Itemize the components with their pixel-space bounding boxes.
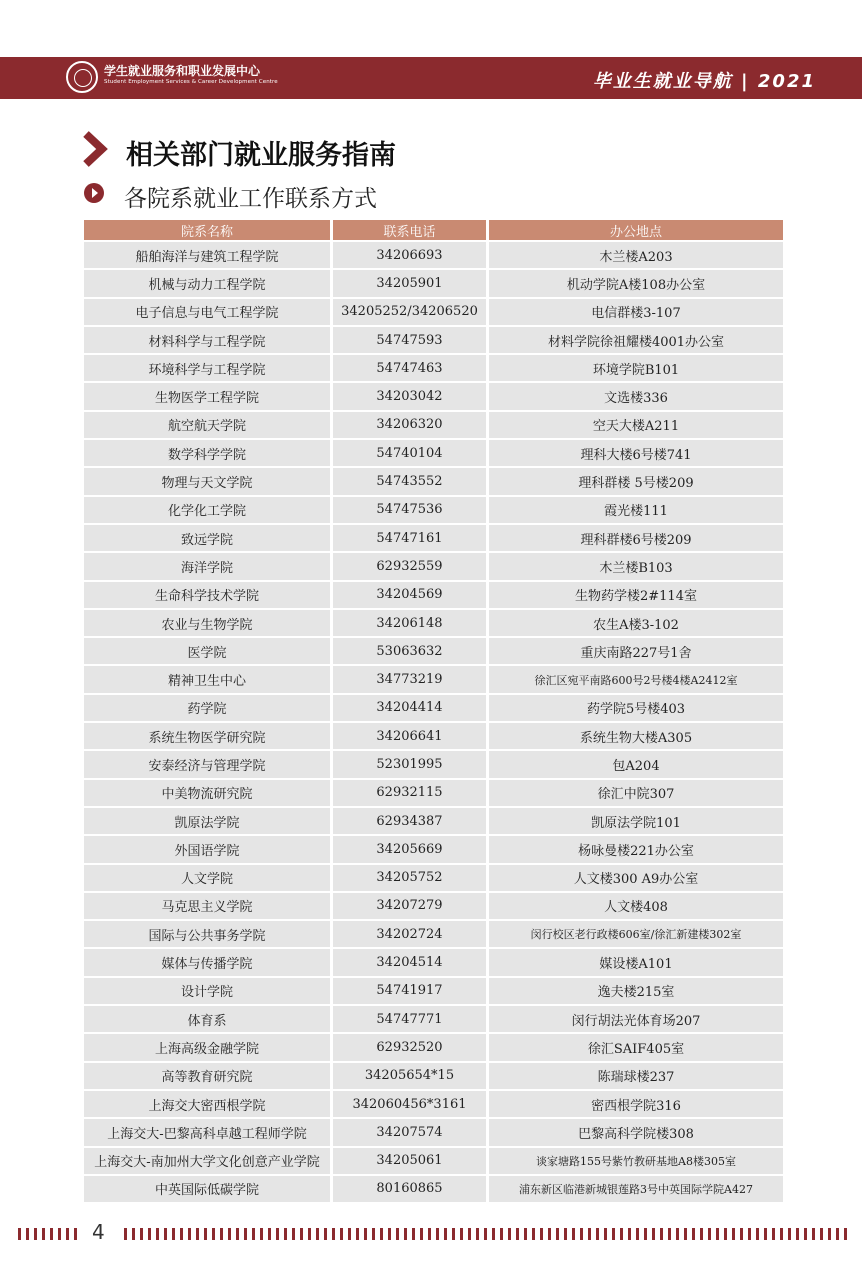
- cell-office: 包A204: [489, 751, 783, 777]
- cell-dept: 人文学院: [84, 865, 330, 891]
- play-bullet-icon: [84, 183, 104, 203]
- table-row: [84, 610, 783, 636]
- table-row: [84, 865, 783, 891]
- cell-dept: 上海高级金融学院: [84, 1034, 330, 1060]
- cell-dept: 药学院: [84, 695, 330, 721]
- cell-office: 杨咏曼楼221办公室: [489, 836, 783, 862]
- table-row: [84, 270, 783, 296]
- cell-office: 徐汇中院307: [489, 780, 783, 806]
- table-row: [84, 1119, 783, 1145]
- cell-dept: 外国语学院: [84, 836, 330, 862]
- cell-dept: 上海交大-南加州大学文化创意产业学院: [84, 1148, 330, 1174]
- table-row: [84, 327, 783, 353]
- cell-dept: 媒体与传播学院: [84, 949, 330, 975]
- page-number: 4: [92, 1220, 105, 1244]
- table-row: [84, 780, 783, 806]
- cell-office: 浦东新区临港新城银莲路3号中英国际学院A427: [489, 1176, 783, 1202]
- guide-title: [593, 67, 816, 93]
- table-row: [84, 978, 783, 1004]
- cell-dept: 凯原法学院: [84, 808, 330, 834]
- table-row: [84, 497, 783, 523]
- contacts-table: [81, 218, 786, 1204]
- cell-dept: 海洋学院: [84, 553, 330, 579]
- cell-phone: 34202724: [333, 921, 486, 947]
- cell-dept: 上海交大-巴黎高科卓越工程师学院: [84, 1119, 330, 1145]
- cell-phone: 53063632: [333, 638, 486, 664]
- cell-dept: 马克思主义学院: [84, 893, 330, 919]
- cell-office: 材料学院徐祖耀楼4001办公室: [489, 327, 783, 353]
- table-row: [84, 440, 783, 466]
- cell-dept: 中英国际低碳学院: [84, 1176, 330, 1202]
- cell-office: 闵行胡法光体育场207: [489, 1006, 783, 1032]
- cell-dept: 数学科学学院: [84, 440, 330, 466]
- chevron-right-icon: [80, 130, 110, 168]
- cell-phone: 34206693: [333, 242, 486, 268]
- cell-phone: 54747463: [333, 355, 486, 381]
- cell-phone: 54740104: [333, 440, 486, 466]
- cell-dept: 设计学院: [84, 978, 330, 1004]
- cell-dept: 化学化工学院: [84, 497, 330, 523]
- cell-dept: 国际与公共事务学院: [84, 921, 330, 947]
- cell-office: 徐汇SAIF405室: [489, 1034, 783, 1060]
- table-row: [84, 921, 783, 947]
- cell-dept: 物理与天文学院: [84, 468, 330, 494]
- footer-stripe-left: [18, 1228, 80, 1240]
- cell-dept: 机械与动力工程学院: [84, 270, 330, 296]
- cell-phone: 34203042: [333, 383, 486, 409]
- section-title: 相关部门就业服务指南: [126, 140, 396, 171]
- cell-dept: 船舶海洋与建筑工程学院: [84, 242, 330, 268]
- cell-office: 谈家塘路155号紫竹教研基地A8楼305室: [489, 1148, 783, 1174]
- footer-stripe-right: [124, 1228, 852, 1240]
- cell-dept: 高等教育研究院: [84, 1063, 330, 1089]
- table-header-row: [84, 220, 783, 240]
- table-row: [84, 836, 783, 862]
- cell-office: 木兰楼B103: [489, 553, 783, 579]
- cell-office: 陈瑞球楼237: [489, 1063, 783, 1089]
- cell-dept: 医学院: [84, 638, 330, 664]
- table-row: [84, 525, 783, 551]
- org-name: [104, 64, 278, 86]
- cell-office: 媒设楼A101: [489, 949, 783, 975]
- cell-dept: 精神卫生中心: [84, 666, 330, 692]
- cell-office: 系统生物大楼A305: [489, 723, 783, 749]
- cell-office: 重庆南路227号1舍: [489, 638, 783, 664]
- cell-dept: 致远学院: [84, 525, 330, 551]
- table-row: [84, 1034, 783, 1060]
- cell-dept: 航空航天学院: [84, 412, 330, 438]
- cell-office: 人文楼408: [489, 893, 783, 919]
- cell-office: 空天大楼A211: [489, 412, 783, 438]
- cell-office: 电信群楼3-107: [489, 299, 783, 325]
- cell-phone: 62932559: [333, 553, 486, 579]
- cell-phone: 34205252/34206520: [333, 299, 486, 325]
- cell-phone: 34205901: [333, 270, 486, 296]
- cell-phone: 34207574: [333, 1119, 486, 1145]
- cell-phone: 34205669: [333, 836, 486, 862]
- table-row: [84, 553, 783, 579]
- cell-phone: 54747593: [333, 327, 486, 353]
- table-row: [84, 468, 783, 494]
- table-row: [84, 751, 783, 777]
- cell-office: 农生A楼3-102: [489, 610, 783, 636]
- cell-office: 人文楼300 A9办公室: [489, 865, 783, 891]
- cell-office: 药学院5号楼403: [489, 695, 783, 721]
- table-row: [84, 723, 783, 749]
- table-row: [84, 355, 783, 381]
- cell-office: 凯原法学院101: [489, 808, 783, 834]
- cell-office: 文选楼336: [489, 383, 783, 409]
- cell-phone: 62934387: [333, 808, 486, 834]
- cell-phone: 34205654*15: [333, 1063, 486, 1089]
- cell-office: 理科群楼 5号楼209: [489, 468, 783, 494]
- university-seal-icon: [66, 61, 98, 93]
- table-row: [84, 582, 783, 608]
- cell-phone: 34205061: [333, 1148, 486, 1174]
- table-row: [84, 1006, 783, 1032]
- cell-office: 环境学院B101: [489, 355, 783, 381]
- cell-office: 机动学院A楼108办公室: [489, 270, 783, 296]
- cell-phone: 54743552: [333, 468, 486, 494]
- cell-phone: 34773219: [333, 666, 486, 692]
- cell-phone: 54747536: [333, 497, 486, 523]
- cell-dept: 环境科学与工程学院: [84, 355, 330, 381]
- cell-dept: 上海交大密西根学院: [84, 1091, 330, 1117]
- cell-phone: 34206320: [333, 412, 486, 438]
- cell-phone: 54747771: [333, 1006, 486, 1032]
- cell-office: 生物药学楼2#114室: [489, 582, 783, 608]
- table-row: [84, 242, 783, 268]
- table-row: [84, 638, 783, 664]
- cell-office: 闵行校区老行政楼606室/徐汇新建楼302室: [489, 921, 783, 947]
- cell-dept: 安泰经济与管理学院: [84, 751, 330, 777]
- table-row: [84, 695, 783, 721]
- table-row: [84, 1176, 783, 1202]
- column-header-office: 办公地点: [489, 220, 783, 240]
- table-row: [84, 949, 783, 975]
- cell-office: 徐汇区宛平南路600号2号楼4楼A2412室: [489, 666, 783, 692]
- cell-dept: 体育系: [84, 1006, 330, 1032]
- cell-phone: 34204569: [333, 582, 486, 608]
- table-row: [84, 1063, 783, 1089]
- table-row: [84, 893, 783, 919]
- cell-office: 木兰楼A203: [489, 242, 783, 268]
- org-name-en: Student Employment Services & Career Development Centre: [104, 79, 278, 85]
- table-row: [84, 808, 783, 834]
- cell-dept: 系统生物医学研究院: [84, 723, 330, 749]
- column-header-dept: 院系名称: [84, 220, 330, 240]
- cell-phone: 52301995: [333, 751, 486, 777]
- cell-dept: 农业与生物学院: [84, 610, 330, 636]
- cell-office: 理科大楼6号楼741: [489, 440, 783, 466]
- subtitle: 各院系就业工作联系方式: [124, 186, 377, 212]
- cell-phone: 34207279: [333, 893, 486, 919]
- cell-dept: 材料科学与工程学院: [84, 327, 330, 353]
- org-name-cn: 学生就业服务和职业发展中心: [104, 64, 261, 78]
- guide-separator: |: [732, 71, 758, 92]
- cell-phone: 54747161: [333, 525, 486, 551]
- cell-office: 霞光楼111: [489, 497, 783, 523]
- table-row: [84, 666, 783, 692]
- cell-phone: 342060456*3161: [333, 1091, 486, 1117]
- cell-phone: 80160865: [333, 1176, 486, 1202]
- cell-phone: 54741917: [333, 978, 486, 1004]
- cell-phone: 34205752: [333, 865, 486, 891]
- guide-label: 毕业生就业导航: [592, 71, 733, 92]
- cell-dept: 生命科学技术学院: [84, 582, 330, 608]
- cell-phone: 34204514: [333, 949, 486, 975]
- table-row: [84, 383, 783, 409]
- cell-office: 理科群楼6号楼209: [489, 525, 783, 551]
- cell-phone: 34204414: [333, 695, 486, 721]
- cell-phone: 62932520: [333, 1034, 486, 1060]
- cell-office: 巴黎高科学院楼308: [489, 1119, 783, 1145]
- guide-year: 2021: [757, 71, 816, 92]
- column-header-phone: 联系电话: [333, 220, 486, 240]
- cell-dept: 生物医学工程学院: [84, 383, 330, 409]
- table-row: [84, 299, 783, 325]
- cell-dept: 电子信息与电气工程学院: [84, 299, 330, 325]
- cell-phone: 34206641: [333, 723, 486, 749]
- table-row: [84, 1091, 783, 1117]
- cell-office: 密西根学院316: [489, 1091, 783, 1117]
- cell-phone: 34206148: [333, 610, 486, 636]
- table-row: [84, 412, 783, 438]
- table-row: [84, 1148, 783, 1174]
- cell-dept: 中美物流研究院: [84, 780, 330, 806]
- cell-phone: 62932115: [333, 780, 486, 806]
- cell-office: 逸夫楼215室: [489, 978, 783, 1004]
